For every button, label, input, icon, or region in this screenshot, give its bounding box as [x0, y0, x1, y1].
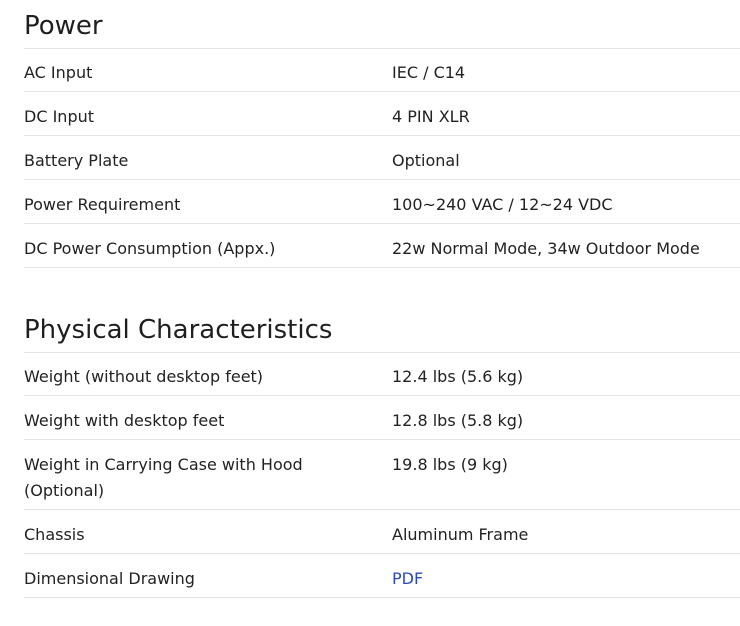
spec-row-weight-carrying-case — [24, 440, 740, 510]
spec-value: 22w Normal Mode, 34w Outdoor Mode — [392, 239, 700, 258]
spec-label: AC Input — [24, 63, 93, 82]
spec-label: Weight (without desktop feet) — [24, 367, 264, 386]
spec-row-dimensional-drawing — [24, 554, 740, 598]
spec-value: 12.4 lbs (5.6 kg) — [392, 367, 524, 386]
spec-label: Dimensional Drawing — [24, 569, 195, 588]
power-spec-table — [24, 48, 740, 268]
spec-row-chassis — [24, 510, 740, 554]
spec-label: Weight with desktop feet — [24, 411, 225, 430]
pdf-download-link[interactable]: PDF — [392, 569, 424, 588]
spec-value: 4 PIN XLR — [392, 107, 470, 126]
spec-value: IEC / C14 — [392, 63, 466, 82]
spec-row-weight-without-feet — [24, 352, 740, 396]
spec-value: 100~240 VAC / 12~24 VDC — [392, 195, 613, 214]
spec-value: 12.8 lbs (5.8 kg) — [392, 411, 524, 430]
physical-section-title: Physical Characteristics — [24, 315, 333, 345]
spec-value: Optional — [392, 151, 460, 170]
spec-label: Battery Plate — [24, 151, 129, 170]
spec-value: Aluminum Frame — [392, 525, 529, 544]
spec-value: 19.8 lbs (9 kg) — [392, 455, 508, 474]
spec-row-weight-with-feet — [24, 396, 740, 440]
spec-row-power-requirement — [24, 180, 740, 224]
physical-spec-table — [24, 352, 740, 598]
spec-value-container — [392, 566, 732, 592]
spec-label: Power Requirement — [24, 195, 181, 214]
spec-label: DC Power Consumption (Appx.) — [24, 239, 276, 258]
spec-label: Weight in Carrying Case with Hood (Optional) — [24, 455, 303, 500]
spec-row-dc-power-consumption — [24, 224, 740, 268]
spec-row-battery-plate — [24, 136, 740, 180]
power-section-title: Power — [24, 11, 103, 41]
spec-row-ac-input — [24, 48, 740, 92]
spec-row-dc-input — [24, 92, 740, 136]
spec-label: DC Input — [24, 107, 95, 126]
spec-label: Chassis — [24, 525, 85, 544]
